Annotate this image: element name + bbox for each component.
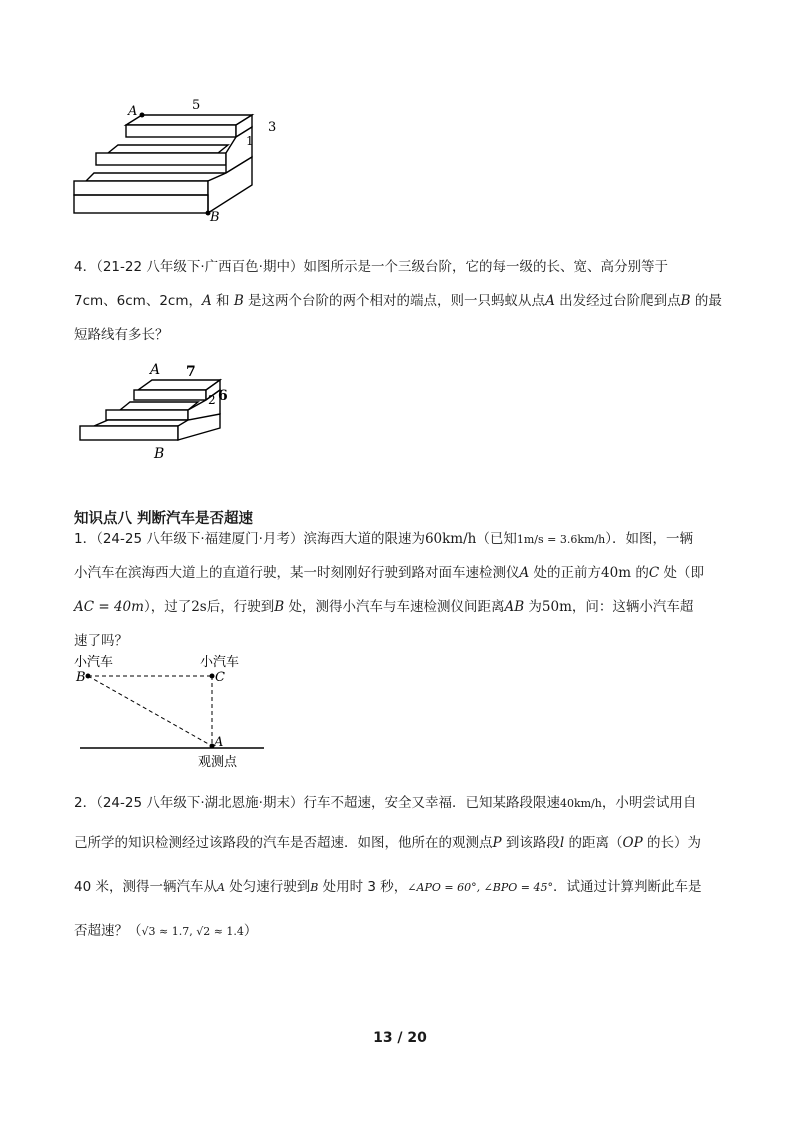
p1-time: 2s bbox=[191, 599, 207, 615]
p2-var-op: OP bbox=[622, 835, 643, 851]
p1-text-2: （已知 bbox=[476, 531, 517, 547]
speed-detection-figure bbox=[74, 648, 274, 772]
q4-text-mid: 是这两个台阶的两个相对的端点，则一只蚂蚁从点 bbox=[243, 293, 546, 309]
p1-text-7: 处（即 bbox=[659, 565, 704, 581]
fig1-label-b: B bbox=[210, 210, 220, 225]
fig3-observe-point: 观测点 bbox=[198, 755, 238, 770]
q4-text-and: 和 bbox=[211, 293, 234, 309]
p2-number: 2． bbox=[74, 795, 97, 811]
fig3-car-left: 小汽车 bbox=[74, 655, 114, 670]
p2-approx: √3 ≈ 1.7, √2 ≈ 1.4 bbox=[141, 925, 244, 938]
p2-text-11: 否超速？（ bbox=[74, 923, 142, 939]
fig2-width: 6 bbox=[218, 388, 228, 404]
p2-text-3: 己所学的知识检测经过该路段的汽车是否超速．如图，他所在的观测点 bbox=[74, 835, 493, 851]
p2-text-7: 40 米，测得一辆汽车从 bbox=[74, 879, 217, 895]
q4-text-end: 的最 bbox=[690, 293, 722, 309]
p2-text-1: 行车不超速，安全又幸福．已知某路段限速 bbox=[303, 795, 560, 811]
p1-source: （24-25 八年级下·福建厦门·月考） bbox=[96, 531, 304, 547]
p2-text-9: 处用时 3 秒， bbox=[318, 879, 408, 895]
p1-text-6: 的 bbox=[631, 565, 649, 581]
p1-number: 1． bbox=[74, 531, 97, 547]
p1-text-4: 小汽车在滨海西大道上的直道行驶，某一时刻刚好行驶到路对面车速检测仪 bbox=[74, 565, 520, 581]
q4-var-b2: B bbox=[680, 293, 691, 309]
q4-source: （21-22 八年级下·广西百色·期中） bbox=[96, 259, 304, 275]
p2-var-p: P bbox=[492, 835, 502, 851]
p1-text-8: ），过了 bbox=[143, 599, 192, 615]
p1-text-12: ，问：这辆小汽车超 bbox=[571, 599, 694, 615]
p2-text-2: ，小明尝试用自 bbox=[601, 795, 697, 811]
q4-dims: 7cm、6cm、2cm， bbox=[74, 293, 202, 309]
fig1-height: 3 bbox=[268, 120, 277, 135]
fig2-height: 2 bbox=[208, 393, 216, 407]
fig3-label-c: C bbox=[215, 670, 225, 685]
fig1-length: 5 bbox=[192, 98, 201, 113]
q4-number: 4． bbox=[74, 259, 97, 275]
staircase-figure-1 bbox=[70, 95, 290, 225]
p1-text-13: 速了吗？ bbox=[74, 633, 128, 649]
p2-var-b: B bbox=[310, 881, 319, 894]
p2-text-4: 到该路段 bbox=[501, 835, 560, 851]
p2-text-8: 处匀速行驶到 bbox=[224, 879, 311, 895]
fig2-length: 7 bbox=[186, 364, 196, 380]
section-title: 知识点八 判断汽车是否超速 bbox=[74, 511, 254, 527]
p2-source: （24-25 八年级下·湖北恩施·期末） bbox=[96, 795, 304, 811]
fig1-label-a: A bbox=[128, 104, 138, 119]
p1-text-3: ）．如图，一辆 bbox=[605, 531, 693, 547]
fig3-label-a: A bbox=[214, 735, 224, 750]
p2-speed-limit: 40km/h bbox=[559, 797, 602, 810]
p1-text-1: 滨海西大道的限速为 bbox=[303, 531, 425, 547]
p1-dist-40: 40m bbox=[601, 565, 632, 581]
p1-text-11: 为 bbox=[524, 599, 542, 615]
q4-var-a2: A bbox=[545, 293, 555, 309]
p2-text-10: ．试通过计算判断此车是 bbox=[553, 879, 702, 895]
p1-var-a: A bbox=[519, 565, 530, 581]
p2-text-12: ） bbox=[243, 923, 258, 939]
fig2-label-a: A bbox=[150, 362, 161, 378]
q4-line1: 如图所示是一个三级台阶，它的每一级的长、宽、高分别等于 bbox=[303, 259, 668, 275]
p2-var-a: A bbox=[216, 881, 225, 894]
p1-var-c: C bbox=[648, 565, 660, 581]
fig1-step: 1 bbox=[246, 134, 254, 148]
page-number: 13 / 20 bbox=[373, 1030, 427, 1046]
q4-line3: 短路线有多长？ bbox=[74, 327, 169, 343]
p1-dist-50: 50m bbox=[541, 599, 572, 615]
fig3-car-right: 小汽车 bbox=[200, 655, 240, 670]
p2-text-6: 的长）为 bbox=[642, 835, 701, 851]
p2-angles: ∠APO = 60°, ∠BPO = 45° bbox=[407, 881, 554, 894]
p1-text-10: 处，测得小汽车与车速检测仪间距离 bbox=[284, 599, 505, 615]
staircase-figure-2 bbox=[74, 358, 254, 466]
fig2-label-b: B bbox=[154, 446, 165, 462]
p1-speed-limit: 60km/h bbox=[424, 531, 477, 547]
p1-conversion: 1m/s = 3.6km/h bbox=[516, 533, 606, 546]
p1-text-9: 后，行驶到 bbox=[206, 599, 275, 615]
fig3-label-b: B bbox=[76, 670, 86, 685]
p2-var-l: l bbox=[559, 835, 565, 851]
q4-var-a: A bbox=[202, 293, 212, 309]
p1-var-b: B bbox=[274, 599, 285, 615]
p1-var-ab: AB bbox=[504, 599, 525, 615]
p1-text-5: 处的正前方 bbox=[529, 565, 602, 581]
q4-text-mid2: 出发经过台阶爬到点 bbox=[554, 293, 681, 309]
p1-eq-ac: AC = 40m bbox=[74, 599, 144, 615]
p2-text-5: 的距离（ bbox=[564, 835, 623, 851]
q4-var-b: B bbox=[233, 293, 244, 309]
